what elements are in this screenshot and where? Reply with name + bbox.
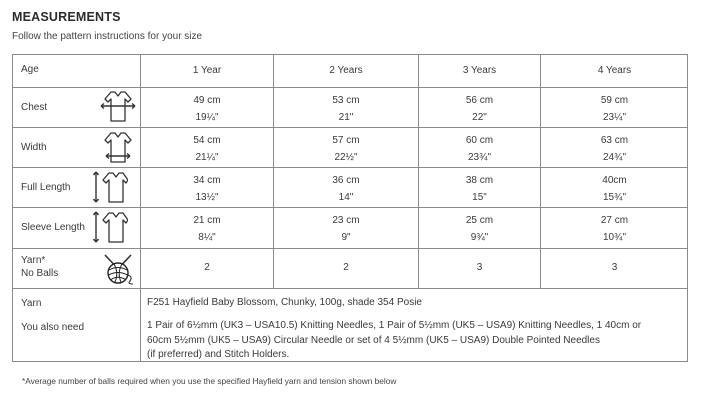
full-length-label: Full Length: [21, 182, 71, 193]
full-length-cell: 40cm 15¾": [602, 175, 627, 203]
also-need-value: 1 Pair of 6½mm (UK3 – USA10.5) Knitting Needles, 1 Pair of 5½mm (UK5 – USA9) Knitting Needles, 1 40cm or 60cm 5½mm (UK5 – USA9) Circular Needle or set of 4 5½mm (UK5 – USA9) Double Pointed Needles (if preferred) and Stitch Holders.: [147, 320, 642, 360]
width-measure-icon: [100, 130, 136, 164]
chest-measure-icon: [100, 89, 136, 123]
row-divider: [12, 127, 688, 128]
length-measure-icon: [92, 170, 128, 204]
size-header-1-year: 1 Year: [192, 65, 222, 76]
width-cell: 63 cm 24¾": [600, 135, 629, 163]
width-label: Width: [21, 142, 47, 153]
chest-cell: 56 cm 22": [465, 95, 494, 123]
yarn-value: F251 Hayfield Baby Blossom, Chunky, 100g, shade 354 Posie: [147, 297, 422, 308]
yarn-label: Yarn: [21, 298, 42, 309]
sleeve-length-label: Sleeve Length: [21, 222, 85, 233]
row-divider: [12, 288, 688, 289]
footnote: *Average number of balls required when you use the specified Hayfield yarn and tension shown below: [22, 376, 397, 386]
sleeve-length-cell: 23 cm 9": [332, 215, 360, 243]
sleeve-length-cell: 21 cm 8¼": [193, 215, 221, 243]
balls-label: Yarn* No Balls: [21, 255, 59, 279]
size-header-3-years: 3 Years: [462, 65, 497, 76]
width-cell: 57 cm 22½": [332, 135, 360, 163]
age-header: Age: [21, 64, 39, 75]
sleeve-length-cell: 27 cm 10¾": [600, 215, 629, 243]
full-length-cell: 38 cm 15": [465, 175, 494, 203]
width-cell: 54 cm 21¼": [193, 135, 221, 163]
sleeve-measure-icon: [92, 210, 128, 244]
row-divider: [12, 207, 688, 208]
chest-cell: 53 cm 21": [332, 95, 360, 123]
yarn-ball-icon: [100, 251, 136, 285]
row-divider: [12, 248, 688, 249]
page-subtitle: Follow the pattern instructions for your size: [12, 31, 203, 42]
row-divider: [12, 87, 688, 88]
size-header-2-years: 2 Years: [329, 65, 363, 76]
column-divider: [540, 54, 541, 288]
size-header-4-years: 4 Years: [597, 65, 632, 76]
balls-cell: 3: [611, 262, 618, 273]
chest-label: Chest: [21, 102, 48, 113]
full-length-cell: 36 cm 14": [332, 175, 360, 203]
full-length-cell: 34 cm 13½": [193, 175, 221, 203]
column-divider: [418, 54, 419, 288]
also-need-label: You also need: [21, 322, 85, 333]
page-title: MEASUREMENTS: [12, 10, 121, 24]
sleeve-length-cell: 25 cm 9¾": [465, 215, 494, 243]
chest-cell: 49 cm 19¼": [193, 95, 221, 123]
width-cell: 60 cm 23¾": [465, 135, 494, 163]
column-divider: [273, 54, 274, 288]
balls-cell: 2: [204, 262, 210, 273]
chest-cell: 59 cm 23¼": [600, 95, 629, 123]
balls-cell: 3: [476, 262, 483, 273]
row-divider: [12, 167, 688, 168]
balls-cell: 2: [343, 262, 349, 273]
